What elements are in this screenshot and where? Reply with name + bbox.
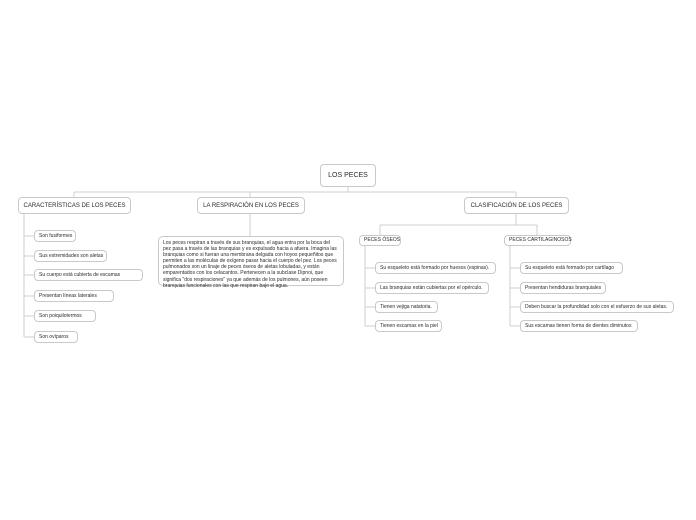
- cartilaginosos-item-label: Presentan hendiduras branquiales: [525, 284, 602, 291]
- cartilaginosos-item[interactable]: [520, 282, 606, 294]
- topic-clasificacion-label: CLASIFICACIÓN DE LOS PECES: [470, 202, 563, 209]
- oseos-item-label: Tienen vejiga natatoria.: [380, 303, 432, 310]
- caracteristica-item[interactable]: [34, 310, 96, 322]
- caracteristica-item-label: Son poiquilotermos: [39, 312, 82, 319]
- topic-caracteristicas[interactable]: [18, 197, 131, 214]
- cartilaginosos-item-label: Deben buscar la profundidad solo con el esfuerzo de sus aletas.: [525, 303, 668, 310]
- topic-caracteristicas-label: CARACTERÍSTICAS DE LOS PECES: [23, 202, 126, 209]
- subtopic-peces-oseos[interactable]: [359, 235, 401, 246]
- respiracion-paragraph[interactable]: [158, 236, 344, 289]
- subtopic-peces-cartilaginosos[interactable]: [504, 235, 571, 246]
- caracteristica-item[interactable]: [34, 269, 143, 281]
- respiracion-text: Los peces respiran a través de sus branquias, el agua entra por la boca del pez pasa a través de las branquias y es expulsado hacia a afuera. Imagina las branquias como si fueran una membrana delgada con hoyos pequeñitos que permiten a las moléculas de oxígeno pasar hacia el cuerpo del pez. Los peces pulmonados son un linaje de peces óseos de aletas lobuladas, y están emparentados con los celacantos. Pertenecen a la subclase Dipnoi, que significa "dos respiraciones" ya que además de los pulmones, aún poseen branquias funcionales con las que respiran bajo el agua.: [163, 240, 337, 289]
- root-topic-label: LOS PECES: [328, 172, 368, 179]
- root-topic[interactable]: [320, 164, 376, 187]
- caracteristica-item[interactable]: [34, 331, 78, 343]
- cartilaginosos-item-label: Su esqueleto está formado por cartílago: [525, 264, 614, 271]
- oseos-item[interactable]: [375, 282, 489, 294]
- subtopic-peces-cartilaginosos-label: PECES CARTILAGINOSOS: [509, 237, 572, 243]
- caracteristica-item[interactable]: [34, 250, 107, 262]
- caracteristica-item-label: Son ovíparos: [39, 333, 69, 340]
- oseos-item-label: Tienen escamas en la piel: [380, 322, 438, 329]
- caracteristica-item-label: Sus extremidades son aletas: [39, 252, 104, 259]
- cartilaginosos-item[interactable]: [520, 320, 638, 332]
- caracteristica-item-label: Presentan líneas laterales: [39, 292, 97, 299]
- topic-respiracion[interactable]: [197, 197, 305, 214]
- topic-clasificacion[interactable]: [464, 197, 569, 214]
- oseos-item[interactable]: [375, 262, 496, 274]
- topic-respiracion-label: LA RESPIRACIÓN EN LOS PECES: [203, 202, 299, 209]
- oseos-item[interactable]: [375, 301, 438, 313]
- oseos-item-label: Las branquias están cubiertas por el opérculo.: [380, 284, 483, 291]
- oseos-item[interactable]: [375, 320, 442, 332]
- cartilaginosos-item-label: Sus escamas tienen forma de dientes diminutos: [525, 322, 632, 329]
- caracteristica-item[interactable]: [34, 290, 114, 302]
- cartilaginosos-item[interactable]: [520, 262, 623, 274]
- subtopic-peces-oseos-label: PECES ÓSEOS: [364, 237, 401, 243]
- oseos-item-label: Su esqueleto está formado por huesos (espinas).: [380, 264, 490, 271]
- caracteristica-item-label: Son fusiformes: [39, 232, 73, 239]
- caracteristica-item[interactable]: [34, 230, 76, 242]
- cartilaginosos-item[interactable]: [520, 301, 674, 313]
- caracteristica-item-label: Su cuerpo está cubierta de escamas: [39, 271, 121, 278]
